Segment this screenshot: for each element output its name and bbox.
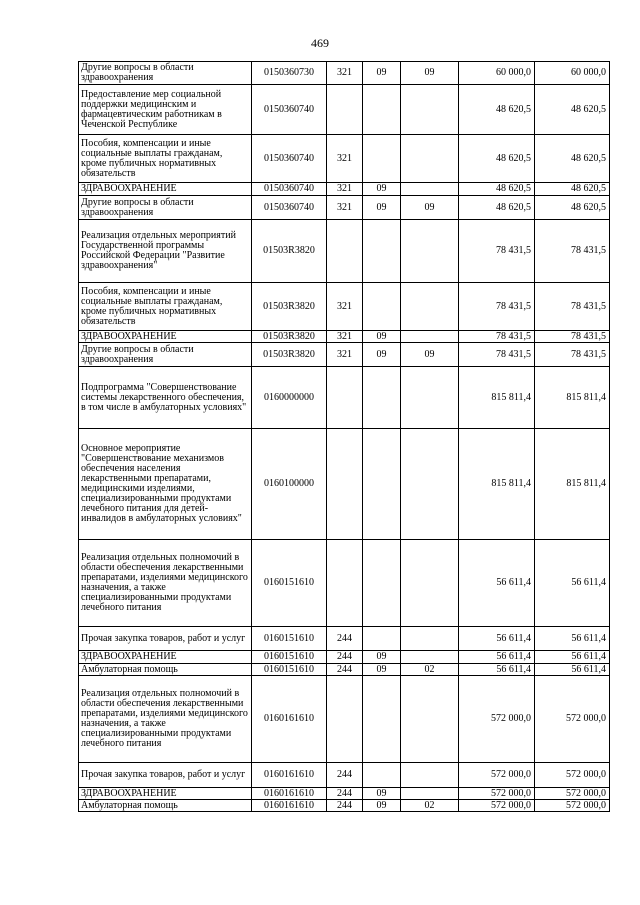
cell-subsection xyxy=(401,763,459,788)
cell-expense-type: 321 xyxy=(327,331,363,343)
table-row xyxy=(79,283,610,331)
table-body xyxy=(79,62,610,812)
cell-section: 09 xyxy=(363,651,401,664)
cell-target-code: 0150360740 xyxy=(252,196,327,220)
cell-amount-1: 56 611,4 xyxy=(459,627,535,651)
cell-subsection xyxy=(401,220,459,283)
cell-name: Прочая закупка товаров, работ и услуг xyxy=(79,763,252,788)
table-row xyxy=(79,367,610,429)
cell-name: Амбулаторная помощь xyxy=(79,800,252,812)
cell-name: Пособия, компенсации и иные социальные выплаты гражданам, кроме публичных нормативных обязательств xyxy=(79,135,252,183)
cell-name: ЗДРАВООХРАНЕНИЕ xyxy=(79,788,252,800)
cell-name: Реализация отдельных мероприятий Государственной программы Российской Федерации "Развитие здравоохранения" xyxy=(79,220,252,283)
cell-expense-type xyxy=(327,676,363,763)
cell-amount-2: 48 620,5 xyxy=(535,85,610,135)
cell-amount-1: 815 811,4 xyxy=(459,429,535,540)
cell-subsection: 02 xyxy=(401,664,459,676)
cell-expense-type: 244 xyxy=(327,763,363,788)
table-row xyxy=(79,676,610,763)
cell-subsection xyxy=(401,627,459,651)
cell-subsection xyxy=(401,651,459,664)
cell-expense-type xyxy=(327,220,363,283)
cell-target-code: 0160161610 xyxy=(252,676,327,763)
cell-amount-2: 56 611,4 xyxy=(535,540,610,627)
cell-target-code: 0160151610 xyxy=(252,651,327,664)
cell-section xyxy=(363,763,401,788)
table-row xyxy=(79,664,610,676)
cell-name: Подпрограмма "Совершенствование системы лекарственного обеспечения, в том числе в амбулаторных условиях" xyxy=(79,367,252,429)
cell-expense-type xyxy=(327,85,363,135)
cell-amount-2: 78 431,5 xyxy=(535,220,610,283)
cell-amount-1: 815 811,4 xyxy=(459,367,535,429)
cell-expense-type: 244 xyxy=(327,651,363,664)
cell-amount-2: 60 000,0 xyxy=(535,62,610,85)
cell-target-code: 0150360740 xyxy=(252,183,327,196)
cell-target-code: 01503R3820 xyxy=(252,343,327,367)
cell-amount-2: 815 811,4 xyxy=(535,367,610,429)
cell-section xyxy=(363,283,401,331)
cell-subsection: 09 xyxy=(401,62,459,85)
cell-target-code: 0160151610 xyxy=(252,627,327,651)
cell-subsection xyxy=(401,183,459,196)
cell-target-code: 0160161610 xyxy=(252,800,327,812)
table-row xyxy=(79,540,610,627)
cell-section xyxy=(363,429,401,540)
cell-expense-type: 321 xyxy=(327,343,363,367)
cell-subsection xyxy=(401,429,459,540)
cell-expense-type: 244 xyxy=(327,664,363,676)
cell-target-code: 0160100000 xyxy=(252,429,327,540)
cell-amount-2: 572 000,0 xyxy=(535,763,610,788)
cell-amount-1: 60 000,0 xyxy=(459,62,535,85)
cell-expense-type: 321 xyxy=(327,283,363,331)
cell-amount-1: 572 000,0 xyxy=(459,763,535,788)
cell-section: 09 xyxy=(363,664,401,676)
table-row xyxy=(79,183,610,196)
table-row xyxy=(79,788,610,800)
cell-target-code: 0150360740 xyxy=(252,135,327,183)
cell-name: Другие вопросы в области здравоохранения xyxy=(79,62,252,85)
cell-expense-type xyxy=(327,429,363,540)
cell-target-code: 01503R3820 xyxy=(252,283,327,331)
cell-name: Предоставление мер социальной поддержки медицинским и фармацевтическим работникам в Чеченской Республике xyxy=(79,85,252,135)
cell-amount-2: 78 431,5 xyxy=(535,283,610,331)
cell-section: 09 xyxy=(363,800,401,812)
cell-amount-2: 572 000,0 xyxy=(535,800,610,812)
cell-name: ЗДРАВООХРАНЕНИЕ xyxy=(79,331,252,343)
table-row xyxy=(79,763,610,788)
budget-table xyxy=(78,61,610,812)
table-row xyxy=(79,220,610,283)
table-row xyxy=(79,331,610,343)
cell-name: ЗДРАВООХРАНЕНИЕ xyxy=(79,651,252,664)
table-row xyxy=(79,196,610,220)
cell-amount-2: 572 000,0 xyxy=(535,788,610,800)
cell-target-code: 01503R3820 xyxy=(252,331,327,343)
table-row xyxy=(79,651,610,664)
cell-name: Прочая закупка товаров, работ и услуг xyxy=(79,627,252,651)
cell-subsection xyxy=(401,85,459,135)
cell-section: 09 xyxy=(363,183,401,196)
cell-amount-1: 78 431,5 xyxy=(459,331,535,343)
cell-subsection xyxy=(401,788,459,800)
cell-expense-type: 321 xyxy=(327,135,363,183)
cell-amount-2: 572 000,0 xyxy=(535,676,610,763)
cell-subsection: 02 xyxy=(401,800,459,812)
cell-amount-1: 48 620,5 xyxy=(459,196,535,220)
cell-subsection xyxy=(401,283,459,331)
cell-expense-type xyxy=(327,367,363,429)
cell-amount-2: 56 611,4 xyxy=(535,664,610,676)
cell-amount-2: 48 620,5 xyxy=(535,135,610,183)
cell-amount-1: 572 000,0 xyxy=(459,788,535,800)
cell-amount-1: 572 000,0 xyxy=(459,800,535,812)
cell-section: 09 xyxy=(363,788,401,800)
cell-subsection xyxy=(401,367,459,429)
cell-amount-1: 48 620,5 xyxy=(459,85,535,135)
cell-section xyxy=(363,135,401,183)
cell-target-code: 01503R3820 xyxy=(252,220,327,283)
cell-name: Другие вопросы в области здравоохранения xyxy=(79,343,252,367)
cell-amount-2: 48 620,5 xyxy=(535,183,610,196)
table-row xyxy=(79,627,610,651)
cell-section xyxy=(363,220,401,283)
cell-target-code: 0160000000 xyxy=(252,367,327,429)
page-number: 469 xyxy=(311,36,329,50)
cell-amount-1: 78 431,5 xyxy=(459,220,535,283)
cell-expense-type xyxy=(327,540,363,627)
cell-amount-1: 572 000,0 xyxy=(459,676,535,763)
cell-target-code: 0150360730 xyxy=(252,62,327,85)
cell-amount-2: 815 811,4 xyxy=(535,429,610,540)
cell-amount-2: 56 611,4 xyxy=(535,651,610,664)
cell-section xyxy=(363,676,401,763)
table-row xyxy=(79,800,610,812)
cell-section: 09 xyxy=(363,343,401,367)
cell-amount-1: 48 620,5 xyxy=(459,183,535,196)
cell-amount-1: 56 611,4 xyxy=(459,651,535,664)
cell-subsection xyxy=(401,676,459,763)
cell-name: ЗДРАВООХРАНЕНИЕ xyxy=(79,183,252,196)
cell-expense-type: 321 xyxy=(327,196,363,220)
cell-section: 09 xyxy=(363,62,401,85)
cell-section: 09 xyxy=(363,331,401,343)
cell-name: Другие вопросы в области здравоохранения xyxy=(79,196,252,220)
table-row xyxy=(79,429,610,540)
cell-subsection xyxy=(401,135,459,183)
cell-amount-2: 56 611,4 xyxy=(535,627,610,651)
cell-amount-1: 78 431,5 xyxy=(459,343,535,367)
cell-subsection: 09 xyxy=(401,343,459,367)
cell-subsection: 09 xyxy=(401,196,459,220)
cell-name: Реализация отдельных полномочий в области обеспечения лекарственными препаратами, изделиями медицинского назначения, а также специализированными продуктами лечебного питания xyxy=(79,676,252,763)
cell-target-code: 0160161610 xyxy=(252,788,327,800)
table-row xyxy=(79,135,610,183)
cell-subsection xyxy=(401,540,459,627)
table-row xyxy=(79,85,610,135)
cell-expense-type: 244 xyxy=(327,627,363,651)
cell-expense-type: 244 xyxy=(327,800,363,812)
cell-amount-1: 56 611,4 xyxy=(459,664,535,676)
cell-amount-1: 56 611,4 xyxy=(459,540,535,627)
cell-name: Пособия, компенсации и иные социальные выплаты гражданам, кроме публичных нормативных обязательств xyxy=(79,283,252,331)
cell-amount-2: 78 431,5 xyxy=(535,331,610,343)
table-row xyxy=(79,62,610,85)
cell-target-code: 0160151610 xyxy=(252,664,327,676)
cell-amount-2: 48 620,5 xyxy=(535,196,610,220)
cell-section: 09 xyxy=(363,196,401,220)
cell-name: Реализация отдельных полномочий в области обеспечения лекарственными препаратами, изделиями медицинского назначения, а также специализированными продуктами лечебного питания xyxy=(79,540,252,627)
cell-expense-type: 244 xyxy=(327,788,363,800)
cell-expense-type: 321 xyxy=(327,62,363,85)
cell-amount-2: 78 431,5 xyxy=(535,343,610,367)
cell-name: Основное мероприятие "Совершенствование механизмов обеспечения населения лекарственными препаратами, медицинскими изделиями, специализированными продуктами лечебного питания для детей-инвалидов в амбулаторных условиях" xyxy=(79,429,252,540)
cell-section xyxy=(363,627,401,651)
cell-target-code: 0160151610 xyxy=(252,540,327,627)
cell-section xyxy=(363,85,401,135)
cell-section xyxy=(363,540,401,627)
cell-name: Амбулаторная помощь xyxy=(79,664,252,676)
cell-amount-1: 48 620,5 xyxy=(459,135,535,183)
cell-target-code: 0150360740 xyxy=(252,85,327,135)
table-row xyxy=(79,343,610,367)
cell-subsection xyxy=(401,331,459,343)
cell-section xyxy=(363,367,401,429)
cell-target-code: 0160161610 xyxy=(252,763,327,788)
cell-amount-1: 78 431,5 xyxy=(459,283,535,331)
cell-expense-type: 321 xyxy=(327,183,363,196)
